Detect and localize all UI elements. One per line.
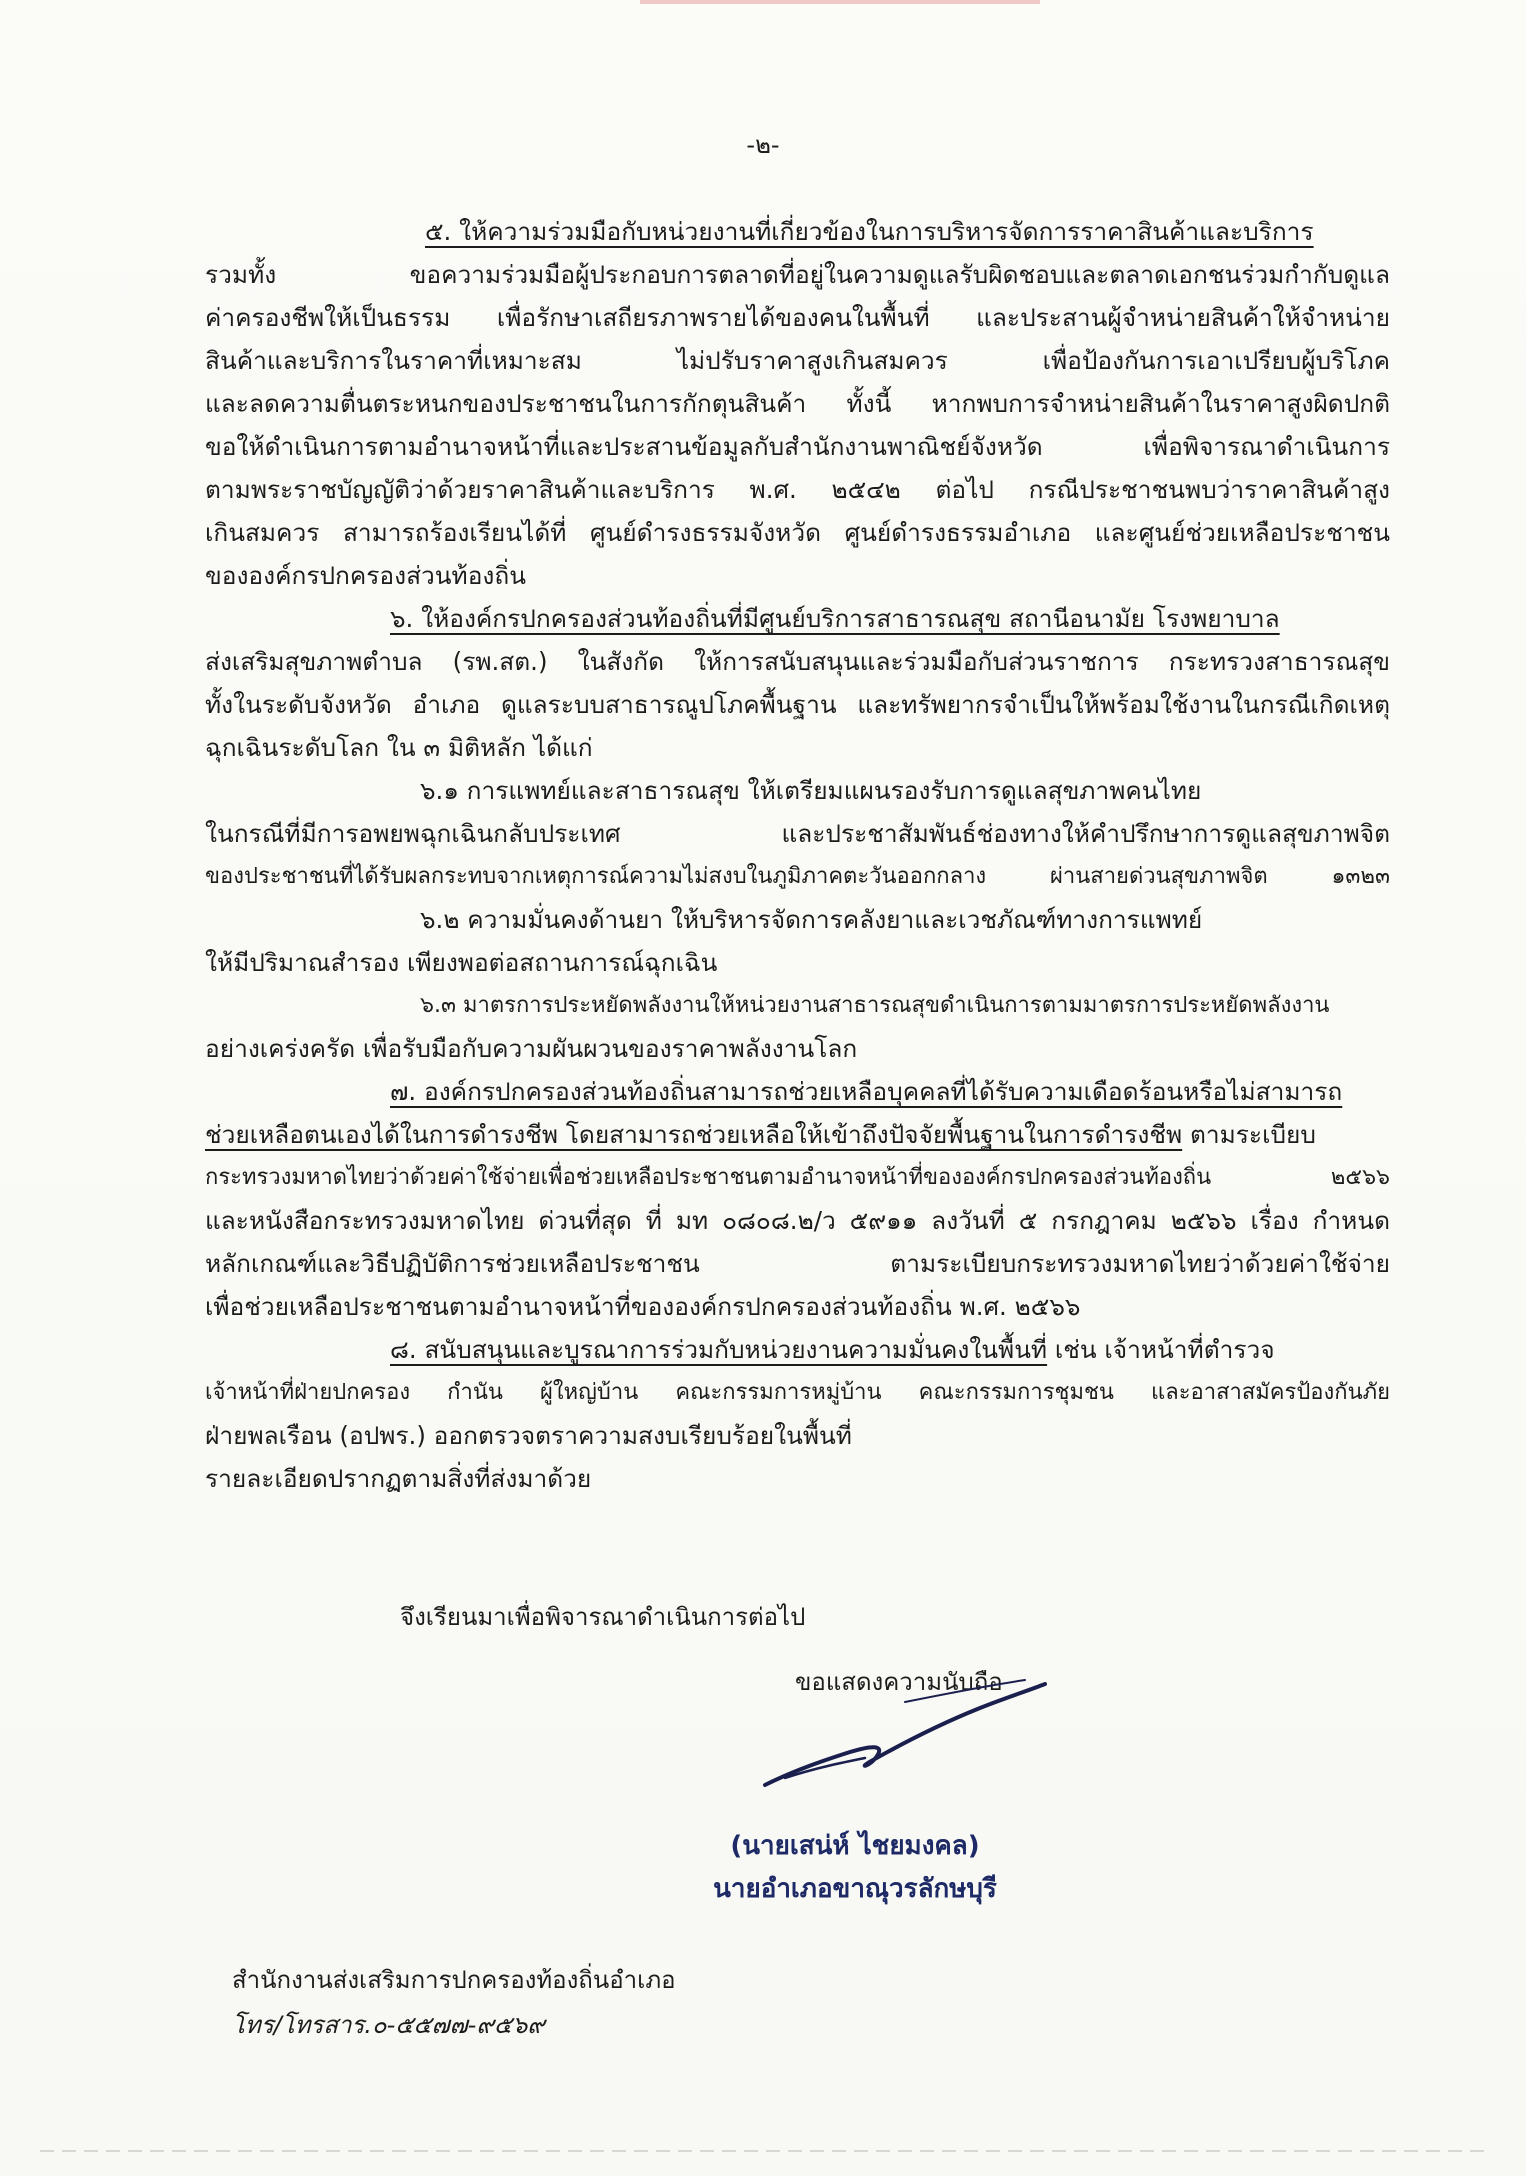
paragraph-6-1-line-2: ในกรณีที่มีการอพยพฉุกเฉินกลับประเทศ และประชาสัมพันธ์ช่องทางให้คำปรึกษาการดูแลสุขภาพจิต: [205, 819, 1390, 848]
paragraph-5-line-4: สินค้าและบริการในราคาที่เหมาะสม ไม่ปรับราคาสูงเกินสมควร เพื่อป้องกันการเอาเปรียบผู้บริโภค: [205, 346, 1390, 375]
paragraph-6-line-2: ส่งเสริมสุขภาพตำบล (รพ.สต.) ในสังกัด ให้การสนับสนุนและร่วมมือกับส่วนราชการ กระทรวงสาธารณสุข: [205, 647, 1390, 676]
paragraph-5-line-3: ค่าครองชีพให้เป็นธรรม เพื่อรักษาเสถียรภาพรายได้ของคนในพื้นที่ และประสานผู้จำหน่ายสินค้าให้จำหน่าย: [205, 303, 1390, 332]
paragraph-5-line-6: ขอให้ดำเนินการตามอำนาจหน้าที่และประสานข้อมูลกับสำนักงานพาณิชย์จังหวัด เพื่อพิจารณาดำเนินการ: [205, 432, 1390, 461]
scan-mark: [640, 0, 1040, 4]
page-number: -๒-: [746, 131, 780, 159]
closing-line: จึงเรียนมาเพื่อพิจารณาดำเนินการต่อไป: [400, 1603, 806, 1631]
paragraph-6-2-line-1: ๖.๒ ความมั่นคงด้านยา ให้บริหารจัดการคลังยาและเวชภัณฑ์ทางการแพทย์: [420, 905, 1203, 934]
paragraph-8-line-2: เจ้าหน้าที่ฝ่ายปกครอง กำนัน ผู้ใหญ่บ้าน คณะกรรมการหมู่บ้าน คณะกรรมการชุมชน และอาสาสมัครป้องกันภัย: [205, 1380, 1390, 1405]
plain-text: เช่น เจ้าหน้าที่ตำรวจ: [1047, 1335, 1275, 1364]
underlined-text: ช่วยเหลือตนเองได้ในการดำรงชีพ โดยสามารถช่วยเหลือให้เข้าถึงปัจจัยพื้นฐานในการดำรงชีพ: [205, 1120, 1183, 1149]
paragraph-5-line-8: เกินสมควร สามารถร้องเรียนได้ที่ ศูนย์ดำรงธรรมจังหวัด ศูนย์ดำรงธรรมอำเภอ และศูนย์ช่วยเหลือประชาชน: [205, 518, 1390, 547]
paragraph-5-line-5: และลดความตื่นตระหนกของประชาชนในการกักตุนสินค้า ทั้งนี้ หากพบการจำหน่ายสินค้าในราคาสูงผิดปกติ: [205, 389, 1390, 418]
signer-title: นายอำเภอขาณุวรลักษบุรี: [713, 1874, 997, 1904]
signature-icon: [755, 1660, 1055, 1800]
paragraph-6-3-line-1: ๖.๓ มาตรการประหยัดพลังงานให้หน่วยงานสาธารณสุขดำเนินการตามมาตรการประหยัดพลังงาน: [420, 993, 1330, 1018]
office-telephone: โทร/โทรสาร.๐-๕๕๗๗-๙๕๖๙: [232, 2011, 545, 2039]
paragraph-6-1-line-3: ของประชาชนที่ได้รับผลกระทบจากเหตุการณ์ความไม่สงบในภูมิภาคตะวันออกกลาง ผ่านสายด่วนสุขภาพจิต ๑๓๒๓: [205, 864, 1390, 889]
underlined-text: ๕. ให้ความร่วมมือกับหน่วยงานที่เกี่ยวข้องในการบริหารจัดการราคาสินค้าและบริการ: [425, 217, 1314, 246]
letter-body: [205, 210, 1390, 1500]
paragraph-8-line-1: [205, 1328, 1390, 1371]
details-line: รายละเอียดปรากฏตามสิ่งที่ส่งมาด้วย: [205, 1464, 592, 1493]
paragraph-6-line-3: ทั้งในระดับจังหวัด อำเภอ ดูแลระบบสาธารณูปโภคพื้นฐาน และทรัพยากรจำเป็นให้พร้อมใช้งานในกรณีเกิดเหตุ: [205, 690, 1390, 719]
underlined-text: ๗. องค์กรปกครองส่วนท้องถิ่นสามารถช่วยเหลือบุคคลที่ได้รับความเดือดร้อนหรือไม่สามารถ: [390, 1077, 1343, 1106]
paragraph-7-line-6: เพื่อช่วยเหลือประชาชนตามอำนาจหน้าที่ขององค์กรปกครองส่วนท้องถิ่น พ.ศ. ๒๕๖๖: [205, 1292, 1081, 1321]
paragraph-6-line-1: [205, 597, 1390, 640]
paragraph-5-line-7: ตามพระราชบัญญัติว่าด้วยราคาสินค้าและบริการ พ.ศ. ๒๕๔๒ ต่อไป กรณีประชาชนพบว่าราคาสินค้าสูง: [205, 475, 1390, 504]
paragraph-7-line-5: หลักเกณฑ์และวิธีปฏิบัติการช่วยเหลือประชาชน ตามระเบียบกระทรวงมหาดไทยว่าด้วยค่าใช้จ่าย: [205, 1249, 1390, 1278]
regards-line: ขอแสดงความนับถือ: [795, 1668, 1003, 1696]
scan-edge: [40, 2150, 1490, 2152]
paragraph-6-2-line-2: ให้มีปริมาณสำรอง เพียงพอต่อสถานการณ์ฉุกเฉิน: [205, 948, 718, 977]
paragraph-5-line-2: รวมทั้ง ขอความร่วมมือผู้ประกอบการตลาดที่อยู่ในความดูแลรับผิดชอบและตลาดเอกชนร่วมกำกับดูแล: [205, 260, 1390, 289]
paragraph-7-line-2: [205, 1113, 1390, 1156]
paragraph-6-line-4: ฉุกเฉินระดับโลก ใน ๓ มิติหลัก ได้แก่: [205, 733, 593, 762]
paragraph-7-line-4: และหนังสือกระทรวงมหาดไทย ด่วนที่สุด ที่ มท ๐๘๐๘.๒/ว ๕๙๑๑ ลงวันที่ ๕ กรกฎาคม ๒๕๖๖ เรื่อง กำหนด: [205, 1206, 1390, 1235]
plain-text: ตามระเบียบ: [1182, 1120, 1316, 1149]
paragraph-6-1-line-1: ๖.๑ การแพทย์และสาธารณสุข ให้เตรียมแผนรองรับการดูแลสุขภาพคนไทย: [420, 776, 1202, 805]
paragraph-7-line-1: [205, 1070, 1390, 1113]
underlined-text: ๘. สนับสนุนและบูรณาการร่วมกับหน่วยงานความมั่นคงในพื้นที่: [390, 1335, 1048, 1364]
underlined-text: ๖. ให้องค์กรปกครองส่วนท้องถิ่นที่มีศูนย์บริการสาธารณสุข สถานีอนามัย โรงพยาบาล: [390, 604, 1280, 633]
paragraph-5-line-9: ขององค์กรปกครองส่วนท้องถิ่น: [205, 561, 526, 590]
signer-name: (นายเสน่ห์ ไชยมงคล): [730, 1831, 980, 1861]
paragraph-8-line-3: ฝ่ายพลเรือน (อปพร.) ออกตรวจตราความสงบเรียบร้อยในพื้นที่: [205, 1421, 852, 1450]
paragraph-5-line-1: [205, 210, 1390, 253]
paragraph-7-line-3: กระทรวงมหาดไทยว่าด้วยค่าใช้จ่ายเพื่อช่วยเหลือประชาชนตามอำนาจหน้าที่ขององค์กรปกครองส่วนท้องถิ่น ๒๕๖๖: [205, 1165, 1390, 1190]
paragraph-6-3-line-2: อย่างเคร่งครัด เพื่อรับมือกับความผันผวนของราคาพลังงานโลก: [205, 1034, 858, 1063]
office-name: สำนักงานส่งเสริมการปกครองท้องถิ่นอำเภอ: [232, 1966, 676, 1994]
